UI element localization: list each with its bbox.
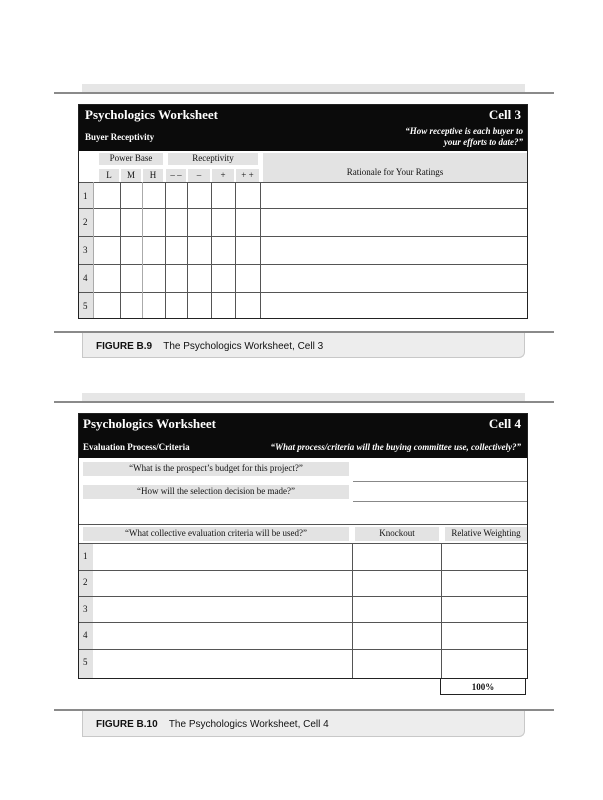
row-divider (79, 570, 527, 571)
col-divider (441, 543, 442, 678)
worksheet-title: Psychologics Worksheet (83, 416, 217, 431)
worksheet-quote (323, 126, 523, 148)
worksheet-quote: “What process/criteria will the buying committee use, collectively?” (270, 442, 521, 452)
row-divider (79, 596, 527, 597)
rationale-header: Rationale for Your Ratings (346, 167, 444, 177)
worksheet-quote-line-2: your efforts to date?” (443, 137, 523, 147)
row-divider (79, 208, 527, 209)
worksheet-cell-label: Cell 3 (488, 107, 521, 122)
weighting-header: Relative Weighting (451, 528, 521, 538)
worksheet-cell-4 (78, 413, 528, 679)
figure-b9-caption (96, 341, 323, 352)
col-very-positive-label: + + (241, 170, 254, 180)
col-divider (120, 182, 121, 318)
figure-b10-caption-label: FIGURE B.10 (96, 719, 158, 730)
col-divider (93, 182, 94, 318)
row-divider (79, 292, 527, 293)
row-number: 5 (83, 301, 88, 311)
row-number: 3 (83, 245, 88, 255)
col-l-label: L (106, 170, 112, 180)
worksheet-quote-line-1: “How receptive is each buyer to (405, 126, 523, 136)
criteria-header: “What collective evaluation criteria will be used?” (125, 528, 307, 538)
worksheet-subtitle: Buyer Receptivity (85, 132, 155, 142)
worksheet-title: Psychologics Worksheet (85, 107, 219, 122)
figure-b10-caption (96, 719, 329, 730)
worksheet-subtitle: Evaluation Process/Criteria (83, 442, 190, 452)
row-number: 5 (83, 657, 88, 667)
weighting-total: 100% (471, 682, 495, 692)
col-divider (211, 182, 212, 318)
figure-b10-top-rule (54, 401, 554, 403)
worksheet-header (79, 414, 527, 458)
worksheet-header (79, 105, 527, 151)
col-divider (142, 182, 143, 318)
row-divider (79, 182, 527, 183)
budget-question: “What is the prospect’s budget for this project?” (129, 463, 303, 473)
figure-b10-top-band (82, 393, 525, 401)
row-number: 1 (83, 191, 88, 201)
col-negative-label: – (196, 170, 202, 180)
col-m-label: M (126, 170, 135, 180)
col-divider (260, 182, 261, 318)
receptivity-header: Receptivity (192, 153, 234, 163)
figure-b9-top-rule (54, 92, 554, 94)
figure-b9-top-band (82, 84, 525, 92)
col-positive-label: + (220, 170, 226, 180)
row-number: 4 (83, 630, 88, 640)
row-divider (79, 649, 527, 650)
col-divider (235, 182, 236, 318)
col-divider (187, 182, 188, 318)
row-number: 4 (83, 273, 88, 283)
row-divider (79, 543, 527, 544)
power-base-header: Power Base (109, 153, 153, 163)
selection-answer-line (353, 501, 527, 502)
figure-b10-caption-text: The Psychologics Worksheet, Cell 4 (168, 719, 329, 730)
row-divider (79, 264, 527, 265)
figure-b9-caption-text: The Psychologics Worksheet, Cell 3 (163, 341, 324, 352)
selection-question: “How will the selection decision be made?” (137, 486, 295, 496)
criteria-top-line (79, 524, 527, 525)
col-divider (352, 543, 353, 678)
col-very-negative-label: – – (170, 170, 182, 180)
worksheet-cell-label: Cell 4 (488, 416, 521, 431)
col-h-label: H (149, 170, 157, 180)
row-number: 3 (83, 604, 88, 614)
row-number: 2 (83, 217, 88, 227)
budget-answer-line (353, 481, 527, 482)
row-number: 2 (83, 577, 88, 587)
row-divider (79, 622, 527, 623)
col-divider (165, 182, 166, 318)
worksheet-cell-3 (78, 104, 528, 319)
row-divider (79, 236, 527, 237)
knockout-header: Knockout (379, 528, 415, 538)
figure-b9-caption-label: FIGURE B.9 (96, 341, 153, 352)
row-number: 1 (83, 551, 88, 561)
